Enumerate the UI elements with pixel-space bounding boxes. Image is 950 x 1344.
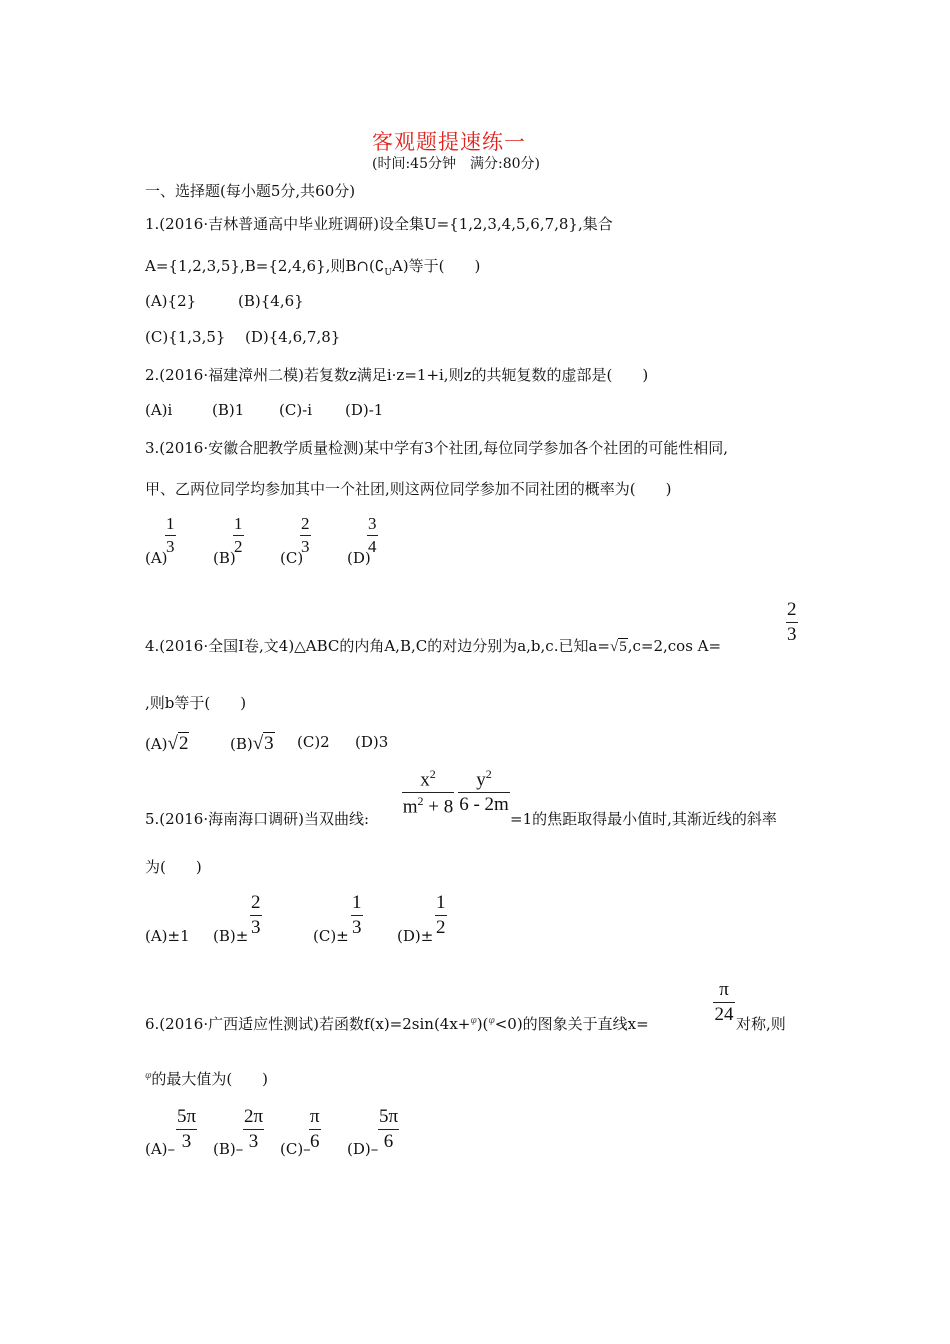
q1-stem-line1: 1.(2016·吉林普通高中毕业班调研)设全集U={1,2,3,4,5,6,7,8},集合: [145, 215, 613, 233]
q3-option-b-fraction: 1 2: [234, 514, 243, 556]
q2-option-b: (B)1: [212, 401, 245, 419]
q6-stem-line1: 6.(2016·广西适应性测试)若函数f(x)=2sin(4x+$^\varphi$)($^\varphi$<0)的图象关于直线x=: [145, 1015, 649, 1033]
q3-option-c-label: (C): [280, 549, 304, 567]
q4-stem-line2: ,则b等于( ): [145, 694, 247, 712]
q2-option-c: (C)-i: [279, 401, 313, 419]
q4-option-b: (B)√3: [230, 733, 274, 754]
q6-stem-suffix: 对称,则: [736, 1015, 786, 1033]
q5-option-a: (A)±1: [145, 927, 190, 945]
q3-stem-line1: 3.(2016·安徽合肥教学质量检测)某中学有3个社团,每位同学参加各个社团的可能性相同,: [145, 439, 729, 457]
q2-option-a: (A)i: [145, 401, 173, 419]
q5-option-d-label: (D)±: [397, 927, 434, 945]
q4-option-c: (C)2: [297, 733, 330, 751]
q5-stem-line2: 为( ): [145, 858, 202, 876]
page-title: 客观题提速练一: [372, 130, 526, 154]
q3-option-b-label: (B): [213, 549, 236, 567]
q4-option-a: (A)√2: [145, 733, 189, 754]
sqrt-5: √5: [609, 639, 627, 655]
q4-cos-fraction: 2 3: [787, 599, 797, 645]
q5-option-c-fraction: 1 3: [352, 892, 362, 938]
q5-fraction-2: $y^2$ 6 - 2m: [459, 767, 509, 816]
q1-option-d: (D){4,6,7,8}: [245, 328, 341, 346]
q5-option-d-fraction: 1 2: [436, 892, 446, 938]
section-heading: 一、选择题(每小题5分,共60分): [145, 182, 356, 200]
q3-option-c-fraction: 2 3: [301, 514, 310, 556]
q5-option-b-label: (B)±: [213, 927, 249, 945]
q6-option-d-label: (D)–: [347, 1140, 379, 1158]
q6-option-c-fraction: π 6: [310, 1106, 320, 1152]
q6-option-d-fraction: 5π 6: [379, 1106, 399, 1152]
q5-stem-suffix: =1的焦距取得最小值时,其渐近线的斜率: [510, 810, 777, 828]
q6-option-c-label: (C)–: [280, 1140, 311, 1158]
q3-option-a-label: (A): [145, 549, 168, 567]
q2-option-d: (D)-1: [345, 401, 384, 419]
q1-stem-line2: A={1,2,3,5},B={2,4,6},则$B\cap(∁_UA)$等于( ): [145, 257, 481, 278]
q6-stem-line2: $^\varphi$的最大值为( ): [145, 1070, 269, 1088]
q5-fraction-1: $x^2$ $m^2 + 8$: [402, 767, 454, 818]
q1-option-a: (A){2}: [145, 292, 197, 310]
q5-option-c-label: (C)±: [313, 927, 349, 945]
q3-option-d-label: (D): [347, 549, 371, 567]
q1-option-c: (C){1,3,5}: [145, 328, 226, 346]
q1-option-b: (B){4,6}: [238, 292, 304, 310]
q6-option-b-fraction: 2π 3: [244, 1106, 264, 1152]
q6-x-fraction: π 24: [714, 979, 734, 1025]
q3-option-d-fraction: 3 4: [368, 514, 377, 556]
q2-stem: 2.(2016·福建漳州二模)若复数z满足i·z=1+i,则z的共轭复数的虚部是( ): [145, 366, 649, 384]
q6-option-b-label: (B)–: [213, 1140, 244, 1158]
q6-option-a-label: (A)–: [145, 1140, 176, 1158]
q6-option-a-fraction: 5π 3: [177, 1106, 197, 1152]
q4-stem-line1: 4.(2016·全国Ⅰ卷,文4)△ABC的内角A,B,C的对边分别为a,b,c.已知a=√5,c=2,cos A=: [145, 637, 722, 655]
q3-stem-line2: 甲、乙两位同学均参加其中一个社团,则这两位同学参加不同社团的概率为( ): [145, 480, 672, 498]
q4-option-d: (D)3: [355, 733, 389, 751]
q5-stem-prefix: 5.(2016·海南海口调研)当双曲线:: [145, 810, 370, 828]
q3-option-a-fraction: 1 3: [166, 514, 175, 556]
q5-option-b-fraction: 2 3: [251, 892, 261, 938]
complement-symbol: ∁: [374, 257, 385, 275]
page-subtitle: (时间:45分钟 满分:80分): [372, 156, 540, 172]
